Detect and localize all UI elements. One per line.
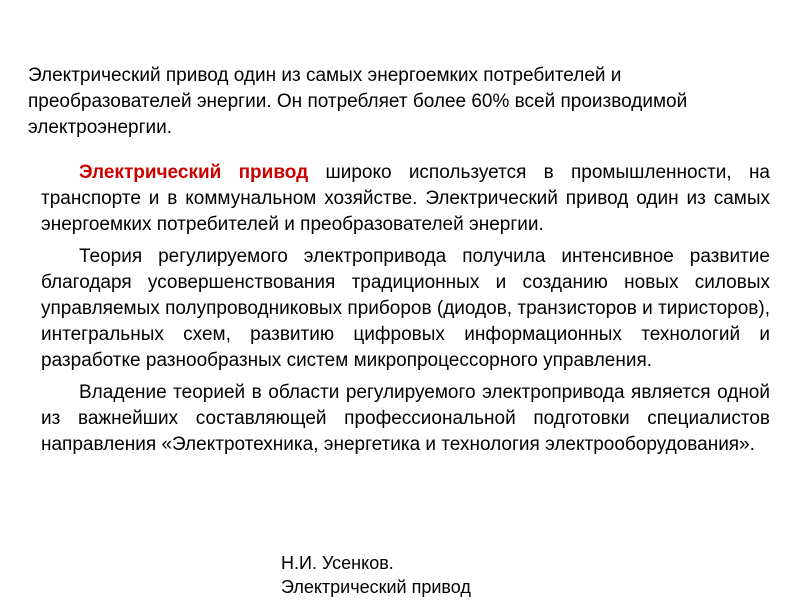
paragraph-usage-text: широко используется в промышленности, на транспорте и в коммунальном хозяйстве. Электрический привод один из самых энергоемких потребителей и преобразователей энергии.	[41, 162, 770, 235]
paragraph-theory: Теория регулируемого электропривода получила интенсивное развитие благодаря усовершенствования традиционных и созданию новых силовых управляемых полупроводниковых приборов (диодов, транзисторов и тиристоров), интегральных схем, развитию цифровых информационных технологий и разработке разнообразных систем микропроцессорного управления.	[41, 246, 770, 371]
highlight-term: Электрический привод	[79, 162, 309, 183]
paragraph-competence: Владение теорией в области регулируемого электропривода является одной из важнейших составляющей профессиональной подготовки специалистов направления «Электротехника, энергетика и технология электрооборудования».	[41, 382, 770, 455]
attribution	[281, 551, 471, 599]
attribution-title: Электрический привод	[281, 577, 471, 597]
intro-paragraph: Электрический привод один из самых энергоемких потребителей и преобразователей энергии. Он потребляет более 60% всей производимой электроэнергии.	[28, 65, 688, 138]
main-text-block	[41, 160, 770, 464]
attribution-author: Н.И. Усенков.	[281, 553, 394, 573]
paragraph-usage	[41, 160, 770, 238]
